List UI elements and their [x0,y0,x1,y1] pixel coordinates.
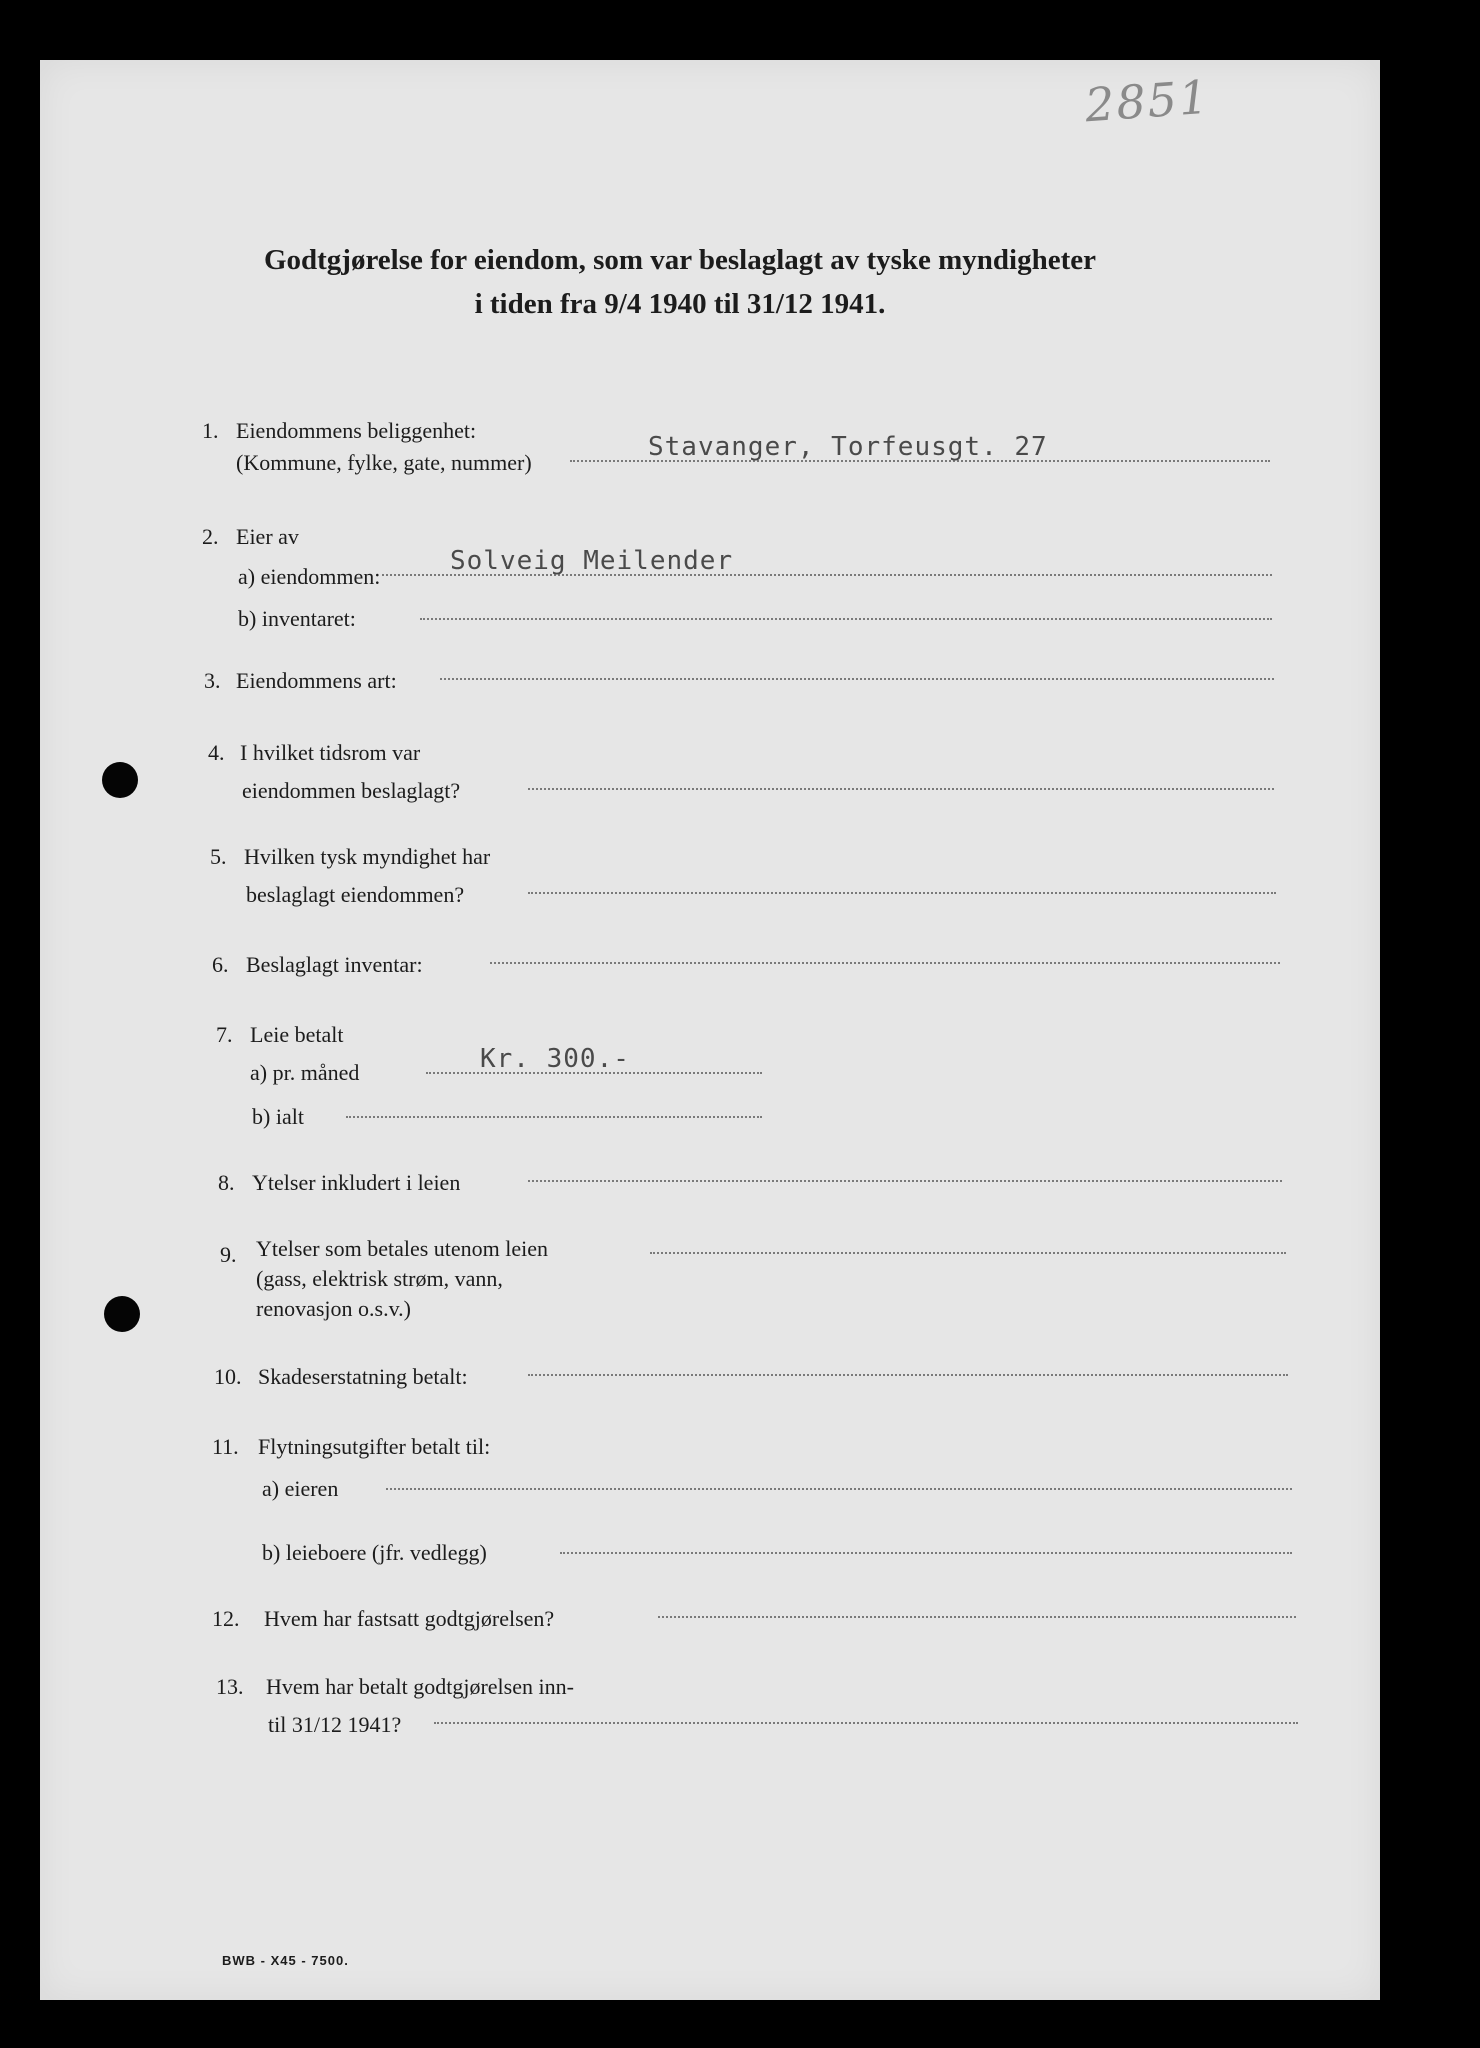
q13-answer-line [434,1722,1298,1724]
form-title-line-2: i tiden fra 9/4 1940 til 31/12 1941. [474,288,886,320]
q4-number: 4. [208,740,225,765]
q6-label: Beslaglagt inventar: [246,952,423,977]
q1-label: Eiendommens beliggenhet: [236,418,477,443]
q3-label: Eiendommens art: [236,668,397,693]
q13-label: Hvem har betalt godtgjørelsen inn- [266,1674,574,1699]
q9-label: Ytelser som betales utenom leien [256,1236,549,1261]
q13-sublabel: til 31/12 1941? [268,1712,402,1737]
q2b-label: b) inventaret: [238,606,356,631]
q6-number: 6. [212,952,229,977]
q9-number: 9. [220,1242,237,1267]
punch-hole-bottom [104,1296,140,1332]
q5-label: Hvilken tysk myndighet har [244,844,491,869]
q10-number: 10. [214,1364,242,1389]
q6-answer-line [490,962,1280,964]
q7-number: 7. [216,1022,233,1047]
q5-sublabel: beslaglagt eiendommen? [246,882,465,907]
handwritten-document-number: 2851 [1083,69,1212,133]
q12-answer-line [658,1616,1296,1618]
q2b-answer-line [420,618,1272,620]
q8-label: Ytelser inkludert i leien [252,1170,461,1195]
q9-sublabel-1: (gass, elektrisk strøm, vann, [256,1266,503,1291]
q10-answer-line [528,1374,1288,1376]
q1-number: 1. [202,418,219,443]
q7-label: Leie betalt [250,1022,344,1047]
punch-hole-top [102,762,138,798]
form-title [150,238,1210,326]
q7a-answer: Kr. 300.- [480,1044,630,1074]
q2-label: Eier av [236,524,299,549]
form-page [40,60,1380,2000]
q4-sublabel: eiendommen beslaglagt? [242,778,461,803]
q11b-answer-line [560,1552,1292,1554]
q4-label: I hvilket tidsrom var [240,740,421,765]
q10-label: Skadeserstatning betalt: [258,1364,468,1389]
q1-answer: Stavanger, Torfeusgt. 27 [648,432,1048,462]
q11a-answer-line [386,1488,1292,1490]
q3-number: 3. [204,668,221,693]
q11a-label: a) eieren [262,1476,339,1501]
form-title-line-1: Godtgjørelse for eiendom, som var beslaglagt av tyske myndigheter [263,244,1097,276]
q12-number: 12. [212,1606,240,1631]
q7b-label: b) ialt [252,1104,304,1129]
q2-number: 2. [202,524,219,549]
q5-number: 5. [210,844,227,869]
q3-answer-line [440,678,1274,680]
q7a-label: a) pr. måned [250,1060,360,1085]
q2a-answer: Solveig Meilender [450,546,734,576]
q1-sublabel: (Kommune, fylke, gate, nummer) [236,450,532,475]
q12-label: Hvem har fastsatt godtgjørelsen? [264,1606,555,1631]
q9-sublabel-2: renovasjon o.s.v.) [256,1296,411,1321]
q13-number: 13. [216,1674,244,1699]
q8-number: 8. [218,1170,235,1195]
q4-answer-line [528,788,1274,790]
printer-mark: BWB - X45 - 7500. [222,1953,349,1968]
q9-answer-line [650,1252,1286,1254]
q11-number: 11. [212,1434,239,1459]
q5-answer-line [528,892,1276,894]
q2a-label: a) eiendommen: [238,564,381,589]
q7b-answer-line [346,1116,762,1118]
q8-answer-line [528,1180,1282,1182]
q11b-label: b) leieboere (jfr. vedlegg) [262,1540,487,1565]
q11-label: Flytningsutgifter betalt til: [258,1434,491,1459]
